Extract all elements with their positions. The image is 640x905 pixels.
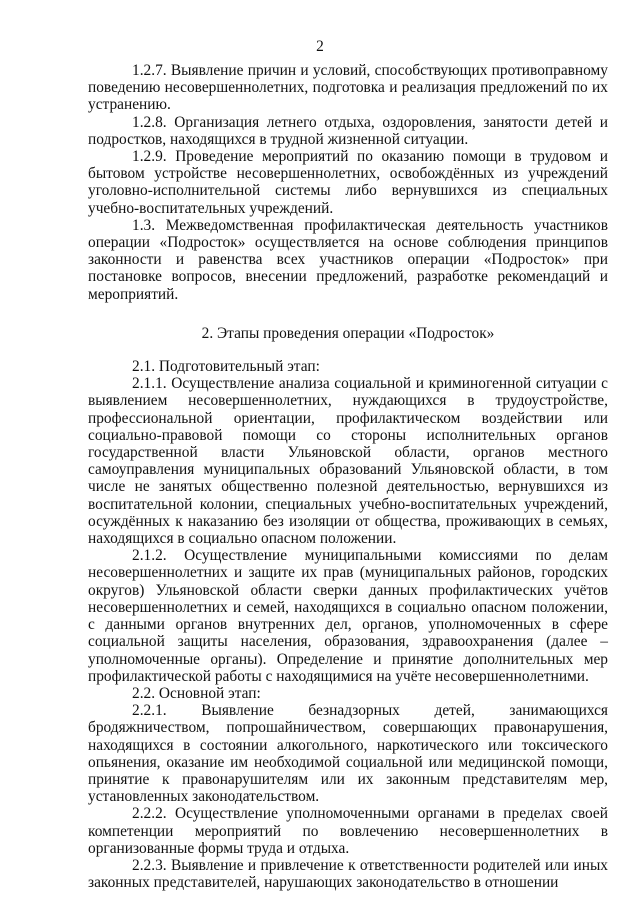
document-body [88, 62, 608, 891]
section-heading: 2. Этапы проведения операции «Подросток» [201, 324, 495, 342]
paragraph-1-2-7: 1.2.7. Выявление причин и условий, способствующих противоправному поведению несовершеннолетних, подготовка и реализация предложений по их устранению. [88, 62, 608, 114]
paragraph-1-2-8: 1.2.8. Организация летнего отдыха, оздоровления, занятости детей и подростков, находящихся в трудной жизненной ситуации. [88, 113, 608, 148]
paragraph-2-1-1: 2.1.1. Осуществление анализа социальной и криминогенной ситуации с выявлением несовершеннолетних, нуждающихся в трудоустройстве, профессиональной ориентации, профилактическом воздействии или социально-правовой помощи со стороны исполнительных органов государственной власти Ульяновской области, органов местного самоуправления муниципальных образований Ульяновской области, в том числе не занятых общественно полезной деятельностью, вернувшихся из воспитательной колонии, специальных учебно-воспитательных учреждений, осуждённых к наказанию без изоляции от общества, проживающих в семьях, находящихся в социально опасном положении. [88, 375, 608, 548]
paragraph-2-2-2: 2.2.2. Осуществление уполномоченными органами в пределах своей компетенции мероприятий по вовлечению несовершеннолетних в организованные формы труда и отдыха. [88, 805, 608, 857]
paragraph-1-2-9: 1.2.9. Проведение мероприятий по оказанию помощи в трудовом и бытовом устройстве несовершеннолетних, освобождённых из учреждений уголовно-исполнительной системы либо вернувшихся из специальных учебно-воспитательных учреждений. [88, 148, 608, 217]
stage1-title: 2.1. Подготовительный этап: [132, 358, 320, 376]
paragraph-2-2-1: 2.2.1. Выявление безнадзорных детей, занимающихся бродяжничеством, попрошайничеством, совершающих правонарушения, находящихся в состоянии алкогольного, наркотического или токсического опьянения, оказание им необходимой социальной или медицинской помощи, принятие к правонарушителям или их законным представителям мер, установленных законодательством. [88, 702, 608, 806]
paragraph-1-3: 1.3. Межведомственная профилактическая деятельность участников операции «Подросток» осуществляется на основе соблюдения принципов законности и равенства всех участников операции «Подросток» при постановке вопросов, внесении предложений, разработке рекомендаций и мероприятий. [88, 216, 608, 303]
stage2-title: 2.2. Основной этап: [132, 684, 261, 702]
page-number: 2 [316, 38, 324, 55]
paragraph-2-2-3: 2.2.3. Выявление и привлечение к ответственности родителей или иных законных представителей, нарушающих законодательство в отношении [88, 856, 608, 892]
paragraph-2-1-2: 2.1.2. Осуществление муниципальными комиссиями по делам несовершеннолетних и защите их прав (муниципальных районов, городских округов) Ульяновской области сверки данных профилактических учётов несовершеннолетних и семей, находящихся в социально опасном положении, с данными органов внутренних дел, органов, уполномоченных в сфере социальной защиты населения, образования, здравоохранения (далее – уполномоченные органы). Определение и принятие дополнительных мер профилактической работы с находящимися на учёте несовершеннолетними. [88, 547, 608, 685]
